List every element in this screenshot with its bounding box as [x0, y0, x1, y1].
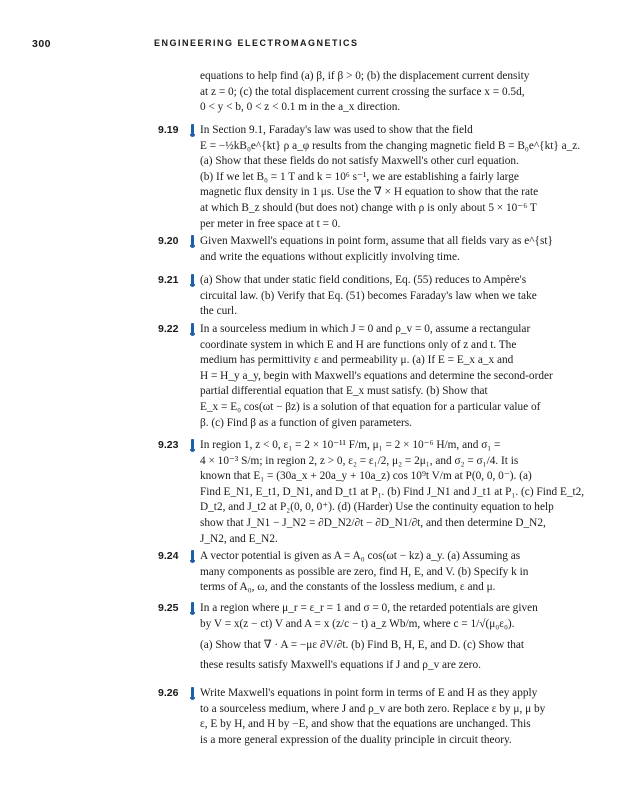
text-line: D_t2, and J_t2 at P₂(0, 0, 0⁺). (d) (Harder) Use the continuity equation to help	[200, 501, 554, 514]
text-line: circuital law. (b) Verify that Eq. (51) becomes Faraday's law when we take	[200, 289, 537, 302]
text-line: In a region where μ_r = ε_r = 1 and σ = 0, the retarded potentials are given	[200, 602, 538, 614]
problem-text	[200, 273, 578, 320]
text-line: known that E₁ = (30a_x + 20a_y + 10a_z) cos 10⁹t V/m at P(0, 0, 0⁻). (a)	[200, 470, 532, 483]
problem-text	[200, 601, 578, 673]
text-line: J_N2, and E_N2.	[200, 532, 278, 545]
text-line: at which B_z should (but does not) change with ρ is only about 5 × 10⁻⁶ T	[200, 201, 537, 214]
difficulty-marker-icon	[191, 439, 194, 450]
text-line: show that J_N1 − J_N2 = ∂D_N2/∂t − ∂D_N1/∂t, and then determine D_N2,	[200, 516, 546, 529]
text-line: and write the equations without explicitly involving time.	[200, 250, 460, 263]
text-line: A vector potential is given as A = A₀ cos(ωt − kz) a_y. (a) Assuming as	[200, 550, 521, 562]
text-line: is a more general expression of the duality principle in circuit theory.	[200, 733, 512, 746]
text-line: many components as possible are zero, find H, E, and V. (b) Specify k in	[200, 565, 529, 578]
problem-number: 9.21	[158, 274, 179, 286]
problem-number: 9.23	[158, 439, 179, 451]
text-line: In Section 9.1, Faraday's law was used to show that the field	[200, 124, 473, 136]
difficulty-marker-icon	[191, 687, 194, 698]
difficulty-marker-icon	[191, 124, 194, 135]
continuation-text	[200, 69, 578, 116]
text-line: In a sourceless medium in which J = 0 and ρ_v = 0, assume a rectangular	[200, 323, 531, 335]
text-line: terms of A₀, ω, and the constants of the lossless medium, ε and μ.	[200, 581, 496, 594]
text-line: E_x = E₀ cos(ωt − βz) is a solution of that equation for a particular value of	[200, 400, 541, 413]
text-line: ε, E by H, and H by −E, and show that the equations are unchanged. This	[200, 718, 531, 731]
problem-number: 9.24	[158, 550, 179, 562]
text-line: (a) Show that ∇ · A = −με ∂V/∂t. (b) Find B, H, E, and D. (c) Show that	[200, 639, 525, 652]
text-line: per meter in free space at t = 0.	[200, 217, 341, 230]
problem-number: 9.20	[158, 235, 179, 247]
text-line: Write Maxwell's equations in point form in terms of E and H as they apply	[200, 687, 538, 699]
text-line: (a) Show that these fields do not satisfy Maxwell's other curl equation.	[200, 155, 519, 168]
problem-number: 9.22	[158, 323, 179, 335]
problem-number: 9.26	[158, 687, 179, 699]
text-line: H = H_y a_y, begin with Maxwell's equations and determine the second-order	[200, 369, 553, 382]
text-line: at z = 0; (c) the total displacement current crossing the surface x = 0.5d,	[200, 85, 525, 98]
text-line: by V = x(z − ct) V and A = x (z/c − t) a_z Wb/m, where c = 1/√(μ₀ε₀).	[200, 617, 515, 630]
problem-text	[200, 123, 581, 232]
difficulty-marker-icon	[191, 235, 194, 246]
text-line: (b) If we let B₀ = 1 T and k = 10⁶ s⁻¹, we are establishing a fairly large	[200, 170, 519, 183]
text-line: 0 < y < b, 0 < z < 0.1 m in the a_x direction.	[200, 101, 401, 114]
page-number: 300	[32, 38, 52, 50]
problem-text	[200, 322, 578, 431]
difficulty-marker-icon	[191, 550, 194, 561]
text-line: medium has permittivity ε and permeability μ. (a) If E = E_x a_x and	[200, 354, 514, 367]
text-line: 4 × 10⁻³ S/m; in region 2, z > 0, ε₂ = ε₁/2, μ₂ = 2μ₁, and σ₂ = σ₁/4. It is	[200, 454, 519, 467]
difficulty-marker-icon	[191, 602, 194, 613]
difficulty-marker-icon	[191, 274, 194, 285]
problem-text	[200, 438, 585, 547]
problem-text	[200, 686, 578, 748]
text-line: E = −½kB₀e^{kt} ρ a_φ results from the changing magnetic field B = B₀e^{kt} a_z.	[200, 139, 581, 152]
text-line: β. (c) Find β as a function of given parameters.	[200, 416, 412, 429]
problem-number: 9.19	[158, 124, 179, 136]
text-line: Given Maxwell's equations in point form, assume that all fields vary as e^{st}	[200, 235, 553, 247]
difficulty-marker-icon	[191, 323, 194, 334]
text-line: (a) Show that under static field conditions, Eq. (55) reduces to Ampère's	[200, 274, 527, 286]
text-line: Find E_N1, E_t1, D_N1, and D_t1 at P₁. (b) Find J_N1 and J_t1 at P₁. (c) Find E_t2,	[200, 485, 585, 498]
problem-number: 9.25	[158, 602, 179, 614]
text-line: to a sourceless medium, where J and ρ_v are both zero. Replace ε by μ, μ by	[200, 702, 546, 715]
text-line: the curl.	[200, 305, 238, 318]
text-line: partial differential equation that E_x must satisfy. (b) Show that	[200, 385, 488, 398]
text-line: coordinate system in which E and H are functions only of z and t. The	[200, 338, 517, 351]
text-line: these results satisfy Maxwell's equations if J and ρ_v are zero.	[200, 658, 481, 671]
text-line: magnetic flux density in 1 μs. Use the ∇ × H equation to show that the rate	[200, 186, 539, 199]
page-header	[32, 38, 587, 54]
text-line: In region 1, z < 0, ε₁ = 2 × 10⁻¹¹ F/m, μ₁ = 2 × 10⁻⁶ H/m, and σ₁ =	[200, 439, 501, 451]
problem-text	[200, 549, 578, 596]
problem-text	[200, 234, 578, 265]
text-line: equations to help find (a) β, if β > 0; (b) the displacement current density	[200, 70, 530, 82]
running-title: ENGINEERING ELECTROMAGNETICS	[154, 38, 359, 48]
